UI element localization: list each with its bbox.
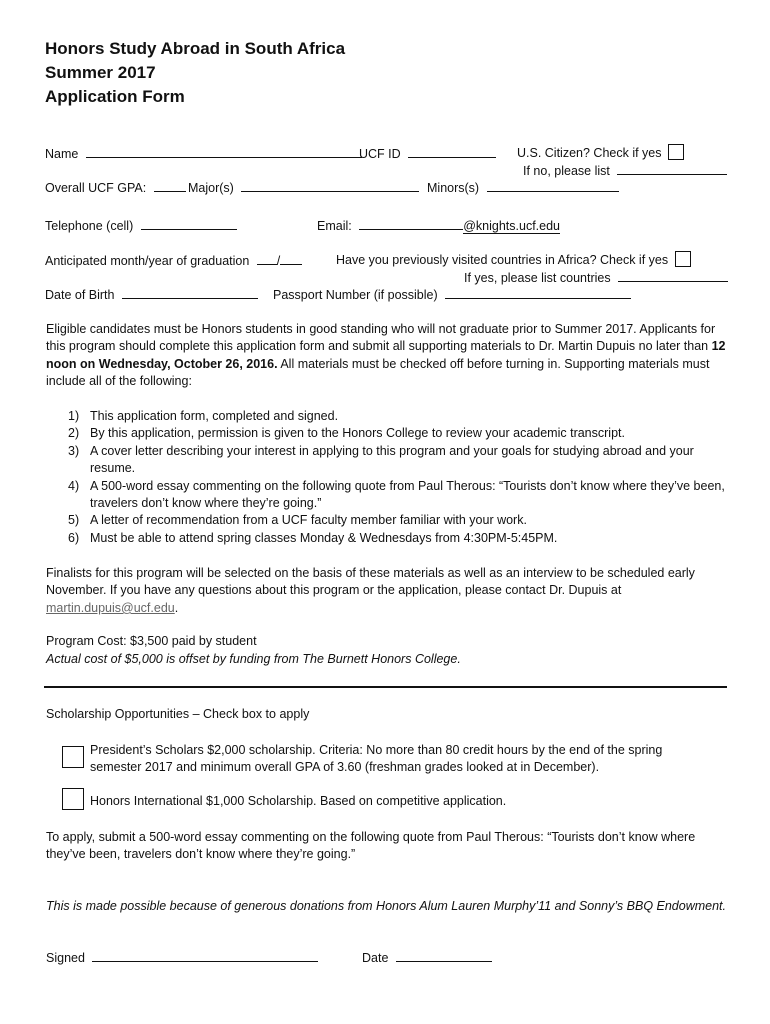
list-item xyxy=(68,425,728,442)
list-item-number: 6) xyxy=(68,531,80,545)
date-field[interactable] xyxy=(396,950,492,962)
title-line-1: Honors Study Abroad in South Africa xyxy=(45,39,346,58)
graduation-month-field[interactable] xyxy=(257,253,277,265)
scholarship-heading: Scholarship Opportunities – Check box to apply xyxy=(46,707,310,721)
page-title xyxy=(45,37,345,109)
email-label: Email: xyxy=(317,219,352,233)
list-item-text: A letter of recommendation from a UCF faculty member familiar with your work. xyxy=(90,513,527,527)
signature-field[interactable] xyxy=(92,950,318,962)
intro-paragraph xyxy=(46,321,736,391)
finalists-paragraph xyxy=(46,565,736,617)
minors-label: Minors(s) xyxy=(427,181,480,195)
africa-countries-field[interactable] xyxy=(618,270,728,282)
telephone-label: Telephone (cell) xyxy=(45,219,134,233)
donation-note: This is made possible because of generous donations from Honors Alum Lauren Murphy’11 and Sonny’s BBQ Endowment. xyxy=(46,899,727,913)
section-divider xyxy=(44,686,727,688)
dob-field[interactable] xyxy=(122,287,258,299)
list-item-number: 5) xyxy=(68,513,80,527)
citizen-no-row xyxy=(523,163,727,178)
international-scholarship-text: Honors International $1,000 Scholarship. Based on competitive application. xyxy=(90,794,507,808)
telephone-field[interactable] xyxy=(141,218,237,230)
presidents-scholarship-text: President’s Scholars $2,000 scholarship. Criteria: No more than 80 credit hours by the end of the spring semester 2017 and minimum overall GPA of 3.60 (freshman grades looked at in December). xyxy=(90,743,663,775)
international-scholarship-checkbox[interactable] xyxy=(62,788,84,810)
name-label: Name xyxy=(45,147,79,161)
intro-text: Eligible candidates must be Honors students in good standing who will not graduate prior to Summer 2017. Applicants for this program should complete this application form and submit all supporting materials to Dr. Martin Dupuis no later than xyxy=(46,322,716,354)
telephone-row xyxy=(45,218,237,233)
deadline-text: 12 noon on Wednesday, October 26, 2016. xyxy=(46,339,726,371)
passport-field[interactable] xyxy=(445,287,631,299)
name-row xyxy=(45,146,362,161)
majors-label: Major(s) xyxy=(188,181,234,195)
intro-text-end: All materials must be checked off before turning in. Supporting materials must include all of the following: xyxy=(46,356,710,389)
citizen-row xyxy=(517,144,684,160)
list-item-text: This application form, completed and signed. xyxy=(90,409,339,423)
apply-instructions: To apply, submit a 500-word essay commenting on the following quote from Paul Therous: “Tourists don’t know where they’ve been, travelers don’t know where they’re going.” xyxy=(46,830,696,862)
email-row xyxy=(317,218,560,233)
minors-row xyxy=(427,180,619,195)
gpa-row xyxy=(45,180,186,195)
majors-field[interactable] xyxy=(241,180,419,192)
actual-cost-note: Actual cost of $5,000 is offset by funding from The Burnett Honors College. xyxy=(46,652,461,666)
date-row xyxy=(362,950,492,965)
gpa-field[interactable] xyxy=(154,180,186,192)
finalists-text: Finalists for this program will be selected on the basis of these materials as well as an interview to be scheduled early November. If you have any questions about this program or the application, please contact Dr. Dupuis at xyxy=(46,566,695,598)
list-item-number: 4) xyxy=(68,479,80,493)
africa-checkbox[interactable] xyxy=(675,251,691,267)
email-field[interactable] xyxy=(359,218,463,230)
list-item xyxy=(68,408,728,425)
dob-row xyxy=(45,287,258,302)
ucf-id-field[interactable] xyxy=(408,146,496,158)
gpa-label: Overall UCF GPA: xyxy=(45,181,147,195)
africa-list-row xyxy=(464,270,728,285)
list-item-text: A cover letter describing your interest in applying to this program and your goals for studying abroad and your resume. xyxy=(90,444,694,476)
contact-email-link[interactable]: martin.dupuis@ucf.edu xyxy=(46,600,175,615)
list-item-text: Must be able to attend spring classes Monday & Wednesdays from 4:30PM-5:45PM. xyxy=(90,531,558,545)
citizen-label: U.S. Citizen? Check if yes xyxy=(517,146,662,160)
list-item-text: A 500-word essay commenting on the following quote from Paul Therous: “Tourists don’t know where they’ve been, travelers don’t know where they’re going.” xyxy=(90,479,725,511)
citizenship-field[interactable] xyxy=(617,163,727,175)
list-item xyxy=(68,512,728,529)
graduation-row xyxy=(45,253,302,268)
signed-row xyxy=(46,950,318,965)
graduation-year-field[interactable] xyxy=(280,253,302,265)
list-item-number: 2) xyxy=(68,426,80,440)
africa-row xyxy=(336,251,691,267)
list-item-number: 1) xyxy=(68,409,80,423)
presidents-scholarship-checkbox[interactable] xyxy=(62,746,84,768)
africa-label: Have you previously visited countries in Africa? Check if yes xyxy=(336,253,669,267)
citizen-no-label: If no, please list xyxy=(523,164,610,178)
date-label: Date xyxy=(362,951,389,965)
title-line-2: Summer 2017 xyxy=(45,63,156,82)
citizen-checkbox[interactable] xyxy=(668,144,684,160)
finalists-end: . xyxy=(174,600,179,615)
graduation-separator: / xyxy=(276,254,281,268)
list-item xyxy=(68,443,728,478)
africa-list-label: If yes, please list countries xyxy=(464,271,611,285)
ucf-id-label: UCF ID xyxy=(359,147,401,161)
majors-row xyxy=(188,180,419,195)
program-cost: Program Cost: $3,500 paid by student xyxy=(46,634,257,648)
signed-label: Signed xyxy=(46,951,85,965)
passport-label: Passport Number (if possible) xyxy=(273,288,438,302)
list-item-text: By this application, permission is given to the Honors College to review your academic transcript. xyxy=(90,426,625,440)
email-domain: @knights.ucf.edu xyxy=(463,219,560,233)
passport-row xyxy=(273,287,631,302)
name-field[interactable] xyxy=(86,146,362,158)
list-item xyxy=(68,530,728,547)
dob-label: Date of Birth xyxy=(45,288,115,302)
title-line-3: Application Form xyxy=(45,87,185,106)
ucf-id-row xyxy=(359,146,496,161)
graduation-label: Anticipated month/year of graduation xyxy=(45,254,250,268)
list-item-number: 3) xyxy=(68,444,80,458)
minors-field[interactable] xyxy=(487,180,619,192)
list-item xyxy=(68,478,728,513)
